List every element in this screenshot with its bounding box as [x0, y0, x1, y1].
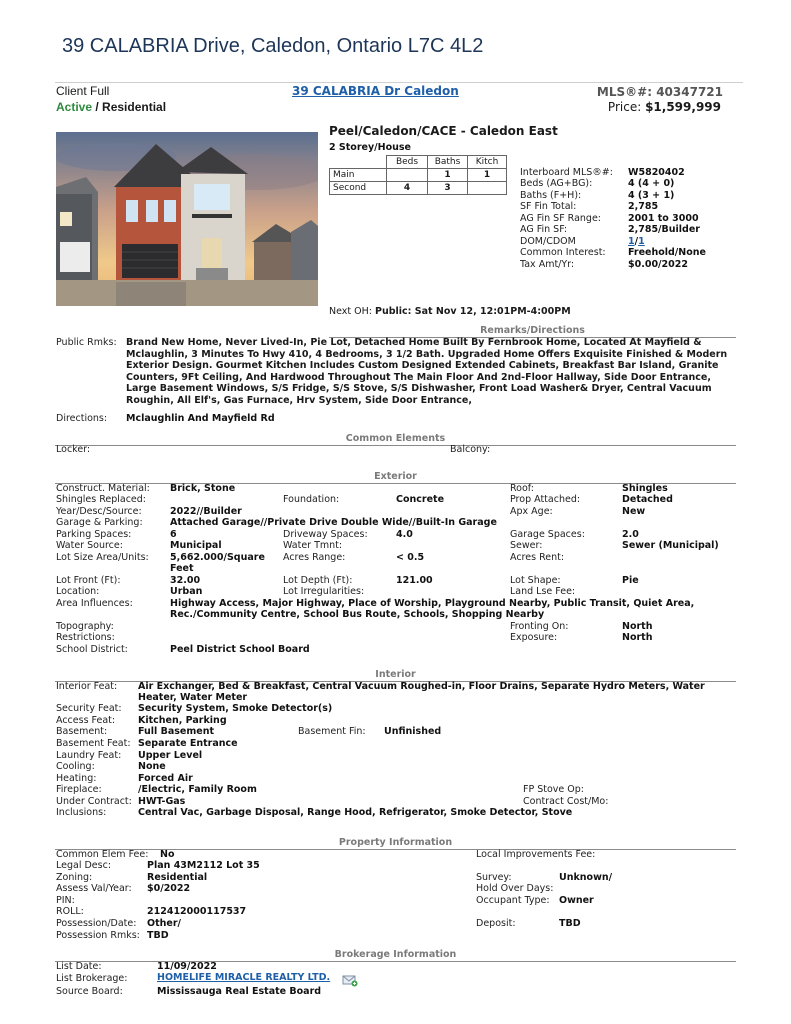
- dom-link[interactable]: 1: [628, 236, 635, 247]
- fronting-on-label: Fronting On:: [510, 621, 569, 632]
- property-photo: [56, 132, 318, 306]
- possession-date-label: Possession/Date:: [56, 918, 137, 929]
- acres-range-value: < 0.5: [396, 552, 425, 563]
- source-board-label: Source Board:: [56, 986, 123, 997]
- sf-fin-total-value: 2,785: [628, 201, 659, 212]
- rooms-header-baths: Baths: [428, 156, 468, 169]
- common-interest-label: Common Interest:: [520, 247, 606, 258]
- section-common-elements: [55, 426, 736, 446]
- dom-separator: /: [634, 236, 639, 247]
- inclusions-label: Inclusions:: [56, 807, 107, 818]
- section-brokerage-information: [55, 942, 736, 962]
- lot-front-value: 32.00: [170, 575, 201, 586]
- laundry-feat-value: Upper Level: [138, 750, 203, 761]
- roof-value: Shingles: [622, 483, 668, 494]
- tax-label: Tax Amt/Yr:: [520, 259, 575, 270]
- cooling-value: None: [138, 761, 166, 772]
- year-desc-value: 2022//Builder: [170, 506, 242, 517]
- mls-number: [597, 85, 723, 99]
- price: [608, 100, 721, 114]
- restrictions-label: Restrictions:: [56, 632, 115, 643]
- room-level: Main: [330, 169, 387, 182]
- next-open-house: [329, 306, 571, 317]
- lot-size-label: Lot Size Area/Units:: [56, 552, 149, 563]
- year-desc-label: Year/Desc/Source:: [56, 506, 142, 517]
- basement-feat-label: Basement Feat:: [56, 738, 131, 749]
- apx-age-value: New: [622, 506, 646, 517]
- lot-front-label: Lot Front (Ft):: [56, 575, 121, 586]
- access-feat-label: Access Feat:: [56, 715, 116, 726]
- ag-fin-sf-range-label: AG Fin SF Range:: [520, 213, 601, 224]
- access-feat-value: Kitchen, Parking: [138, 715, 227, 726]
- header-divider: [55, 82, 743, 83]
- list-brokerage-link[interactable]: HOMELIFE MIRACLE REALTY LTD.: [157, 972, 331, 983]
- fronting-on-value: North: [622, 621, 653, 632]
- shingles-replaced-label: Shingles Replaced:: [56, 494, 147, 505]
- roll-label: ROLL:: [56, 906, 84, 917]
- price-value: $1,599,999: [645, 100, 721, 114]
- mls-label: MLS®#:: [596, 85, 653, 99]
- rooms-header-blank: [330, 156, 387, 169]
- section-property-title: Property Information: [338, 837, 453, 848]
- survey-label: Survey:: [476, 872, 512, 883]
- public-remarks-label: Public Rmks:: [56, 337, 117, 348]
- source-board-value: Mississauga Real Estate Board: [157, 986, 322, 997]
- dom-cdom-value: [628, 236, 645, 247]
- sf-fin-total-label: SF Fin Total:: [520, 201, 577, 212]
- exposure-value: North: [622, 632, 653, 643]
- land-lse-fee-label: Land Lse Fee:: [510, 586, 576, 597]
- section-property-information: [55, 830, 736, 850]
- area-title: Peel/Caledon/CACE - Caledon East: [329, 124, 558, 138]
- rooms-header-kitch: Kitch: [468, 156, 507, 169]
- baths-value: 4 (3 + 1): [628, 190, 675, 201]
- balcony-label: Balcony:: [450, 444, 491, 455]
- occupant-type-value: Owner: [559, 895, 594, 906]
- section-common-title: Common Elements: [345, 433, 446, 444]
- lot-shape-label: Lot Shape:: [510, 575, 561, 586]
- topography-label: Topography:: [56, 621, 114, 632]
- tax-value: $0.00/2022: [628, 259, 688, 270]
- construct-value: Brick, Stone: [170, 483, 236, 494]
- fireplace-value: /Electric, Family Room: [138, 784, 257, 795]
- rooms-table: [329, 155, 507, 195]
- garage-parking-label: Garage & Parking:: [56, 517, 143, 528]
- interboard-mls-label: Interboard MLS®#:: [520, 167, 613, 178]
- ag-fin-sf-range-value: 2001 to 3000: [628, 213, 699, 224]
- section-exterior-title: Exterior: [374, 471, 417, 482]
- report-type: Client Full: [56, 84, 110, 98]
- public-remarks-text: Brand New Home, Never Lived-In, Pie Lot, Detached Home Built By Fernbrook Home, Located At Mayfield & Mclaughlin, 3 Minutes To Hwy 410, 4 Bedrooms, 3 1/2 Bath. Upgraded Home Offers Exquisite Finished & Modern Exterior Design. Gourmet Kitchen Includes Custom Designed Extended Cabinets, Breakfast Bar Island, Granite Counters, 9Ft Ceiling, And Hardwood Throughout The Main Floor And 2nd-Floor Hallway, Side Door Entrance, Large Basement Windows, S/S Fridge, S/S Stove, S/S Dishwasher, Front Load Washer& Dryer, Central Vacuum Roughin, All Elf's, Gas Furnace, Hrv System, Side Door Entrance,: [126, 337, 728, 406]
- pin-label: PIN:: [56, 895, 75, 906]
- house-photo-illustration: [56, 132, 318, 306]
- email-brokerage-icon[interactable]: [342, 972, 358, 991]
- garage-spaces-value: 2.0: [622, 529, 639, 540]
- construct-label: Construct. Material:: [56, 483, 150, 494]
- possession-rmks-label: Possession Rmks:: [56, 930, 140, 941]
- possession-date-value: Other/: [147, 918, 181, 929]
- price-label: Price:: [607, 100, 642, 114]
- water-tmnt-label: Water Tmnt:: [283, 540, 343, 551]
- common-elem-fee-value: No: [160, 849, 175, 860]
- lot-irregularities-label: Lot Irregularities:: [283, 586, 365, 597]
- location-label: Location:: [56, 586, 100, 597]
- directions-label: Directions:: [56, 413, 108, 424]
- interior-feat-label: Interior Feat:: [56, 681, 118, 692]
- basement-value: Full Basement: [138, 726, 214, 737]
- section-interior: [55, 662, 736, 682]
- table-row: [330, 169, 507, 182]
- ag-fin-sf-value: 2,785/Builder: [628, 224, 700, 235]
- legal-desc-label: Legal Desc:: [56, 860, 112, 871]
- dom-cdom-label: DOM/CDOM: [520, 236, 576, 247]
- foundation-value: Concrete: [396, 494, 445, 505]
- school-district-label: School District:: [56, 644, 128, 655]
- mls-value: 40347721: [656, 85, 723, 99]
- deposit-label: Deposit:: [476, 918, 516, 929]
- legal-desc-value: Plan 43M2112 Lot 35: [147, 860, 260, 871]
- rooms-header-beds: Beds: [387, 156, 428, 169]
- zoning-value: Residential: [147, 872, 208, 883]
- beds-label: Beds (AG+BG):: [520, 178, 593, 189]
- contract-cost-label: Contract Cost/Mo:: [523, 796, 609, 807]
- table-row: [330, 182, 507, 195]
- room-beds: [387, 169, 428, 182]
- apx-age-label: Apx Age:: [510, 506, 553, 517]
- area-influences-label: Area Influences:: [56, 598, 133, 609]
- lot-size-value: 5,662.000/Square: [170, 552, 265, 563]
- school-district-value: Peel District School Board: [170, 644, 310, 655]
- room-kitch: [468, 182, 507, 195]
- under-contract-label: Under Contract:: [56, 796, 132, 807]
- sewer-value: Sewer (Municipal): [622, 540, 719, 551]
- prop-attached-value: Detached: [622, 494, 673, 505]
- interior-feat-value: Air Exchanger, Bed & Breakfast, Central Vacuum Roughed-in, Floor Drains, Separate Hydro Meters, Water: [138, 681, 705, 692]
- room-kitch: 1: [468, 169, 507, 182]
- baths-label: Baths (F+H):: [520, 190, 582, 201]
- security-feat-label: Security Feat:: [56, 703, 122, 714]
- list-date-value: 11/09/2022: [157, 961, 217, 972]
- occupant-type-label: Occupant Type:: [476, 895, 550, 906]
- section-exterior: [55, 464, 736, 484]
- section-interior-title: Interior: [375, 669, 416, 680]
- foundation-label: Foundation:: [283, 494, 340, 505]
- driveway-spaces-value: 4.0: [396, 529, 413, 540]
- deposit-value: TBD: [559, 918, 581, 929]
- property-style: 2 Storey/House: [329, 142, 411, 153]
- lot-depth-label: Lot Depth (Ft):: [283, 575, 353, 586]
- common-elem-fee-label: Common Elem Fee:: [56, 849, 149, 860]
- interior-feat-value-cont: Heater, Water Meter: [138, 692, 248, 703]
- list-date-label: List Date:: [56, 961, 102, 972]
- basement-fin-label: Basement Fin:: [298, 726, 366, 737]
- under-contract-value: HWT-Gas: [138, 796, 186, 807]
- hold-over-days-label: Hold Over Days:: [476, 883, 554, 894]
- room-level: Second: [330, 182, 387, 195]
- possession-rmks-value: TBD: [147, 930, 169, 941]
- laundry-feat-label: Laundry Feat:: [56, 750, 122, 761]
- next-oh-label: Next OH:: [329, 306, 372, 317]
- acres-rent-label: Acres Rent:: [510, 552, 565, 563]
- parking-spaces-label: Parking Spaces:: [56, 529, 132, 540]
- garage-parking-value: Attached Garage//Private Drive Double Wide//Built-In Garage: [170, 517, 497, 528]
- garage-spaces-label: Garage Spaces:: [510, 529, 585, 540]
- ag-fin-sf-label: AG Fin SF:: [520, 224, 568, 235]
- basement-label: Basement:: [56, 726, 108, 737]
- local-improvements-label: Local Improvements Fee:: [476, 849, 596, 860]
- lot-size-units: Feet: [170, 563, 194, 574]
- next-oh-value: Public: Sat Nov 12, 12:01PM-4:00PM: [375, 306, 571, 317]
- section-remarks: [329, 318, 736, 338]
- parking-spaces-value: 6: [170, 529, 177, 540]
- rooms-header-row: [330, 156, 507, 169]
- property-class: Residential: [102, 100, 167, 114]
- zoning-label: Zoning:: [56, 872, 93, 883]
- status-badge: Active: [56, 100, 93, 114]
- locker-label: Locker:: [56, 444, 91, 455]
- fp-stove-op-label: FP Stove Op:: [523, 784, 584, 795]
- cdom-link[interactable]: 1: [638, 236, 645, 247]
- room-beds: 4: [387, 182, 428, 195]
- beds-value: 4 (4 + 0): [628, 178, 675, 189]
- area-influences-value-cont: Rec./Community Centre, School Bus Route, Schools, Shopping Nearby: [170, 609, 545, 620]
- list-brokerage-label: List Brokerage:: [56, 973, 128, 984]
- survey-value: Unknown/: [559, 872, 613, 883]
- cooling-label: Cooling:: [56, 761, 95, 772]
- security-feat-value: Security System, Smoke Detector(s): [138, 703, 333, 714]
- inclusions-value: Central Vac, Garbage Disposal, Range Hood, Refrigerator, Smoke Detector, Stove: [138, 807, 573, 818]
- location-value: Urban: [170, 586, 203, 597]
- roll-value: 212412000117537: [147, 906, 247, 917]
- water-source-label: Water Source:: [56, 540, 123, 551]
- fireplace-label: Fireplace:: [56, 784, 102, 795]
- heating-value: Forced Air: [138, 773, 193, 784]
- sewer-label: Sewer:: [510, 540, 543, 551]
- driveway-spaces-label: Driveway Spaces:: [283, 529, 368, 540]
- assess-val-label: Assess Val/Year:: [56, 883, 132, 894]
- directions-value: Mclaughlin And Mayfield Rd: [126, 413, 275, 424]
- area-influences-value: Highway Access, Major Highway, Place of Worship, Playground Nearby, Public Transit, Quiet Area,: [170, 598, 695, 609]
- basement-fin-value: Unfinished: [384, 726, 442, 737]
- interboard-mls-value: W5820402: [628, 167, 685, 178]
- status-separator: /: [92, 100, 103, 114]
- acres-range-label: Acres Range:: [283, 552, 346, 563]
- status-line: [56, 100, 166, 114]
- exposure-label: Exposure:: [510, 632, 558, 643]
- page-title: 39 CALABRIA Drive, Caledon, Ontario L7C 4L2: [62, 35, 484, 57]
- section-remarks-title: Remarks/Directions: [480, 325, 585, 336]
- room-baths: 1: [428, 169, 468, 182]
- prop-attached-label: Prop Attached:: [510, 494, 581, 505]
- heating-label: Heating:: [56, 773, 97, 784]
- listing-address-link[interactable]: 39 CALABRIA Dr Caledon: [292, 84, 459, 98]
- basement-feat-value: Separate Entrance: [138, 738, 238, 749]
- room-baths: 3: [428, 182, 468, 195]
- assess-val-value: $0/2022: [147, 883, 191, 894]
- lot-depth-value: 121.00: [396, 575, 433, 586]
- lot-shape-value: Pie: [622, 575, 639, 586]
- section-brokerage-title: Brokerage Information: [334, 949, 457, 960]
- water-source-value: Municipal: [170, 540, 222, 551]
- roof-label: Roof:: [510, 483, 535, 494]
- common-interest-value: Freehold/None: [628, 247, 706, 258]
